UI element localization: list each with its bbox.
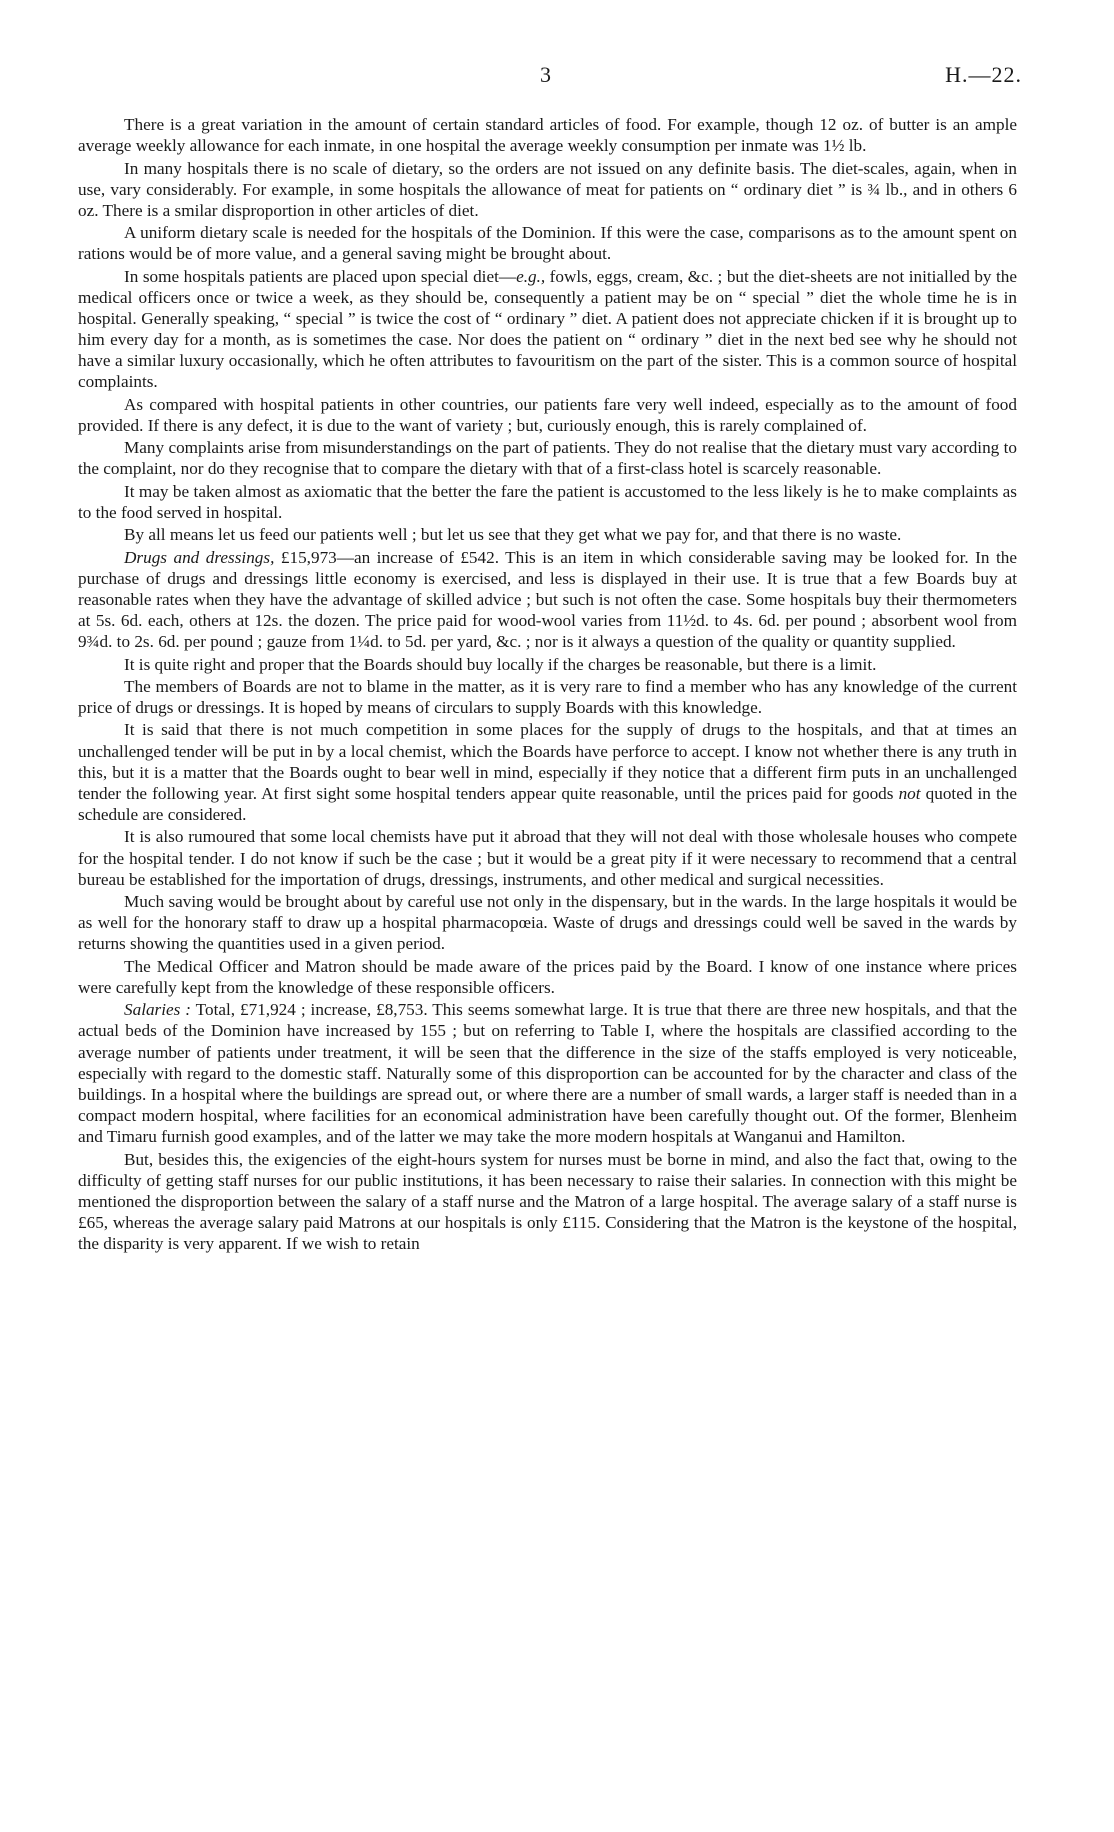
paragraph-misunderstandings: Many complaints arise from misunderstandings on the part of patients. They do not realise that the dietary must vary according to the complaint, nor do they recognise that to compare the dietary with that of a first-class hotel is scarcely reasonable. xyxy=(78,438,1017,479)
paragraph-diet-scales: In many hospitals there is no scale of dietary, so the orders are not issued on any definite basis. The diet-scales, again, when in use, vary considerably. For example, in some hospitals the allowance of meat for patients on “ ordinary diet ” is ¾ lb., and in others 6 oz. There is a smilar disproportion in other articles of diet. xyxy=(78,158,1017,220)
body-text xyxy=(78,114,1017,1254)
paragraph-competition: It is said that there is not much competition in some places for the supply of drugs to the hospitals, and that at times an unchallenged tender will be put in by a local chemist, which the Boards have perforce to accept. I know not whether there is any truth in this, but it is a matter that the Boards ought to bear well in mind, especially if they notice that a different firm puts in an unchallenged tender the following year. At first sight some hospital tenders appear quite reasonable, until the prices paid for goods not quoted in the schedule are considered. xyxy=(78,720,1017,825)
paragraph-rumoured: It is also rumoured that some local chemists have put it abroad that they will not deal with those wholesale houses who compete for the hospital tender. I do not know if such be the case ; but it would be a great pity if it were necessary to recommend that a central bureau be established for the importation of drugs, dressings, instruments, and other medical and surgical necessities. xyxy=(78,827,1017,889)
paragraph-medical-officer: The Medical Officer and Matron should be made aware of the prices paid by the Board. I know of one instance where prices were carefully kept from the knowledge of these responsible officers. xyxy=(78,956,1017,997)
paragraph-salaries: Salaries : Total, £71,924 ; increase, £8,753. This seems somewhat large. It is true that there are three new hospitals, and that the actual beds of the Dominion have increased by 155 ; but on referring to Table I, where the hospitals are classified according to the average number of patients under treatment, it will be seen that the difference in the size of the staffs employed is very noticeable, especially with regard to the domestic staff. Naturally some of this disproportion can be accounted for by the character and class of the buildings. In a hospital where the buildings are spread out, or where there are a number of small wards, a larger staff is needed than in a compact modern hospital, where facilities for an economical administration have been carefully thought out. Of the former, Blenheim and Timaru furnish good examples, and of the latter we may take the more modern hospitals at Wanganui and Hamilton. xyxy=(78,1000,1018,1147)
paragraph-eight-hours: But, besides this, the exigencies of the eight-hours system for nurses must be borne in mind, and also the fact that, owing to the difficulty of getting staff nurses for our public institutions, it has been necessary to raise their salaries. In connection with this might be mentioned the disproportion between the salary of a staff nurse and the Matron of a large hospital. The average salary of a staff nurse is £65, whereas the average salary paid Matrons at our hospitals is only £115. Considering that the Matron is the keystone of the hospital, the disparity is very apparent. If we wish to retain xyxy=(78,1149,1017,1254)
paragraph-patients-fare: As compared with hospital patients in other countries, our patients fare very well indeed, especially as to the amount of food provided. If there is any defect, it is due to the want of variety ; but, curiously enough, this is rarely complained of. xyxy=(78,394,1017,435)
paragraph-special-diet: In some hospitals patients are placed upon special diet—e.g., fowls, eggs, cream, &c. ; but the diet-sheets are not initialled by the medical officers once or twice a week, as they should be, consequently a patient may be on “ special ” diet the whole time he is in hospital. Generally speaking, “ special ” is twice the cost of “ ordinary ” diet. A patient does not appreciate chicken if it is brought up to him every day for a month, as is sometimes the case. Nor does the patient on “ ordinary ” diet in the next bed see why he should not have a similar luxury occasionally, which he often attributes to favouritism on the part of the sister. This is a common source of hospital complaints. xyxy=(78,266,1018,392)
paragraph-axiomatic: It may be taken almost as axiomatic that the better the fare the patient is accustomed to the less likely is he to make complaints as to the food served in hospital. xyxy=(78,481,1017,522)
paragraph-drugs-dressings: Drugs and dressings, £15,973—an increase of £542. This is an item in which considerable saving may be looked for. In the purchase of drugs and dressings little economy is exercised, and less is displayed in their use. It is true that a few Boards buy at reasonable rates when they have the advantage of skilled advice ; but such is not often the case. Some hospitals buy their thermometers at 5s. 6d. each, others at 12s. the dozen. The price paid for wood-wool varies from 11½d. to 4s. 6d. per pound ; absorbent wool from 9¾d. to 2s. 6d. per pound ; gauze from 1¼d. to 5d. per yard, &c. ; nor is it always a question of the quality or quantity supplied. xyxy=(78,547,1018,652)
paragraph-buy-locally: It is quite right and proper that the Boards should buy locally if the charges be reasonable, but there is a limit. xyxy=(124,654,877,674)
document-reference: H.—22. xyxy=(945,62,1022,87)
paragraph-saving-use: Much saving would be brought about by careful use not only in the dispensary, but in the wards. In the large hospitals it would be as well for the honorary staff to draw up a hospital pharmacopœia. Waste of drugs and dressings could well be saved in the wards by returns showing the quantities used in a given period. xyxy=(78,892,1017,954)
paragraph-feed-well: By all means let us feed our patients well ; but let us see that they get what we pay for, and that there is no waste. xyxy=(124,525,902,545)
paragraph-butter-variation: There is a great variation in the amount of certain standard articles of food. For example, though 12 oz. of butter is an ample average weekly allowance for each inmate, in one hospital the average weekly consumption per inmate was 1½ lb. xyxy=(78,115,1017,156)
page-header xyxy=(0,62,1114,92)
page-number: 3 xyxy=(540,62,552,87)
paragraph-uniform-scale: A uniform dietary scale is needed for the hospitals of the Dominion. If this were the case, comparisons as to the amount spent on rations would be of more value, and a general saving might be brought about. xyxy=(78,223,1017,264)
paragraph-board-members: The members of Boards are not to blame in the matter, as it is very rare to find a member who has any knowledge of the current price of drugs or dressings. It is hoped by means of circulars to supply Boards with this knowledge. xyxy=(78,676,1017,718)
